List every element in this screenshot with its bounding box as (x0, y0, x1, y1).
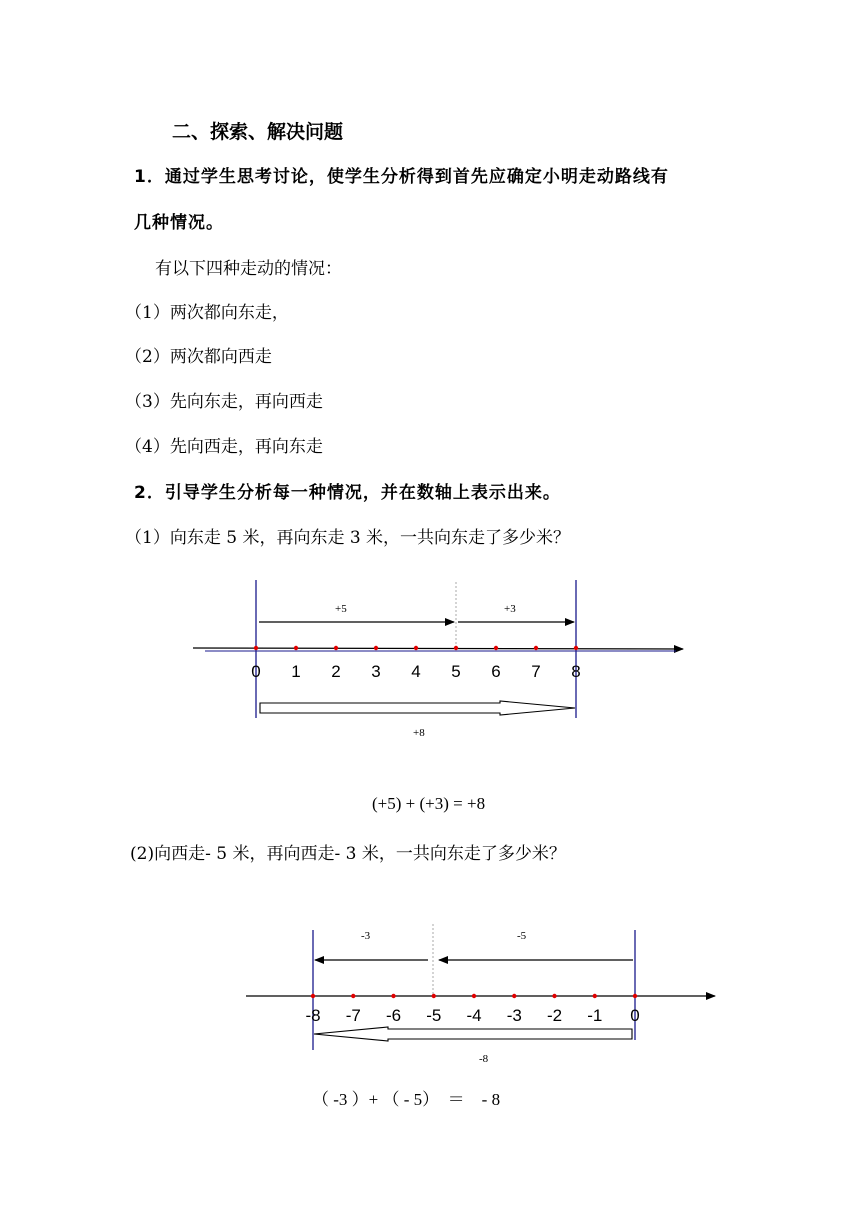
tick-label: -3 (506, 1006, 522, 1025)
label-plus-8: +8 (413, 727, 425, 739)
axis-point (351, 994, 355, 998)
case-item-1: （1）两次都向东走， (125, 303, 289, 323)
axis-point (374, 646, 378, 650)
label-minus-8: -8 (479, 1053, 489, 1065)
paragraph-1-line-2: 几种情况。 (134, 213, 224, 233)
tick-label: 1 (291, 662, 301, 681)
axis-1-points (254, 646, 578, 650)
total-arrow-plus-8 (260, 701, 575, 715)
cases-intro: 有以下四种走动的情况： (155, 259, 342, 279)
axis-2-points (311, 994, 637, 998)
axis-point (454, 646, 458, 650)
axis-point (334, 646, 338, 650)
axis-point (633, 994, 637, 998)
axis-point (391, 994, 395, 998)
tick-label: 6 (491, 662, 501, 681)
question-2: (2)向西走- 5 米，再向西走- 3 米，一共向东走了多少米？ (130, 844, 566, 864)
tick-label: 0 (251, 662, 261, 681)
case-item-3: （3）先向东走，再向西走 (125, 392, 323, 412)
tick-label: -1 (587, 1006, 603, 1025)
axis-point (512, 994, 516, 998)
axis-point (574, 646, 578, 650)
tick-label: 3 (371, 662, 381, 681)
tick-label: -5 (426, 1006, 442, 1025)
axis-point (534, 646, 538, 650)
question-1: （1）向东走 5 米，再向东走 3 米，一共向东走了多少米？ (125, 528, 571, 548)
total-arrow-minus-8 (314, 1027, 632, 1041)
axis-point (414, 646, 418, 650)
tick-label: 0 (630, 1006, 640, 1025)
tick-label: 8 (571, 662, 581, 681)
tick-label: -4 (466, 1006, 482, 1025)
x-axis (193, 648, 683, 649)
axis-point (254, 646, 258, 650)
paragraph-1-line-1: 1．通过学生思考讨论，使学生分析得到首先应确定小明走动路线有 (134, 167, 669, 187)
case-item-2: （2）两次都向西走 (125, 347, 272, 367)
tick-label: 4 (411, 662, 421, 681)
section-heading: 二、探索、解决问题 (172, 121, 344, 143)
axis-point (311, 994, 315, 998)
axis-point (472, 994, 476, 998)
equation-1: (+5) + (+3) = +8 (372, 794, 486, 813)
label-minus-5: -5 (517, 930, 527, 942)
axis-point (593, 994, 597, 998)
equation-2: （ -3 ）+ （ - 5） ＝ - 8 (312, 1090, 501, 1109)
paragraph-2: 2．引导学生分析每一种情况，并在数轴上表示出来。 (134, 483, 561, 503)
tick-label: 2 (331, 662, 341, 681)
axis-point (294, 646, 298, 650)
case-item-4: （4）先向西走，再向东走 (125, 437, 323, 457)
tick-label: 7 (531, 662, 541, 681)
tick-label: 5 (451, 662, 461, 681)
tick-label: -6 (385, 1006, 402, 1025)
label-plus-3: +3 (504, 603, 516, 615)
axis-point (552, 994, 556, 998)
label-minus-3: -3 (361, 930, 371, 942)
axis-2-tick-labels (305, 1006, 639, 1025)
axis-point (432, 994, 436, 998)
tick-label: -8 (305, 1006, 321, 1025)
axis-1-tick-labels (251, 662, 580, 681)
axis-point (494, 646, 498, 650)
label-plus-5: +5 (335, 603, 347, 615)
tick-label: -2 (546, 1006, 563, 1025)
tick-label: -7 (345, 1006, 361, 1025)
